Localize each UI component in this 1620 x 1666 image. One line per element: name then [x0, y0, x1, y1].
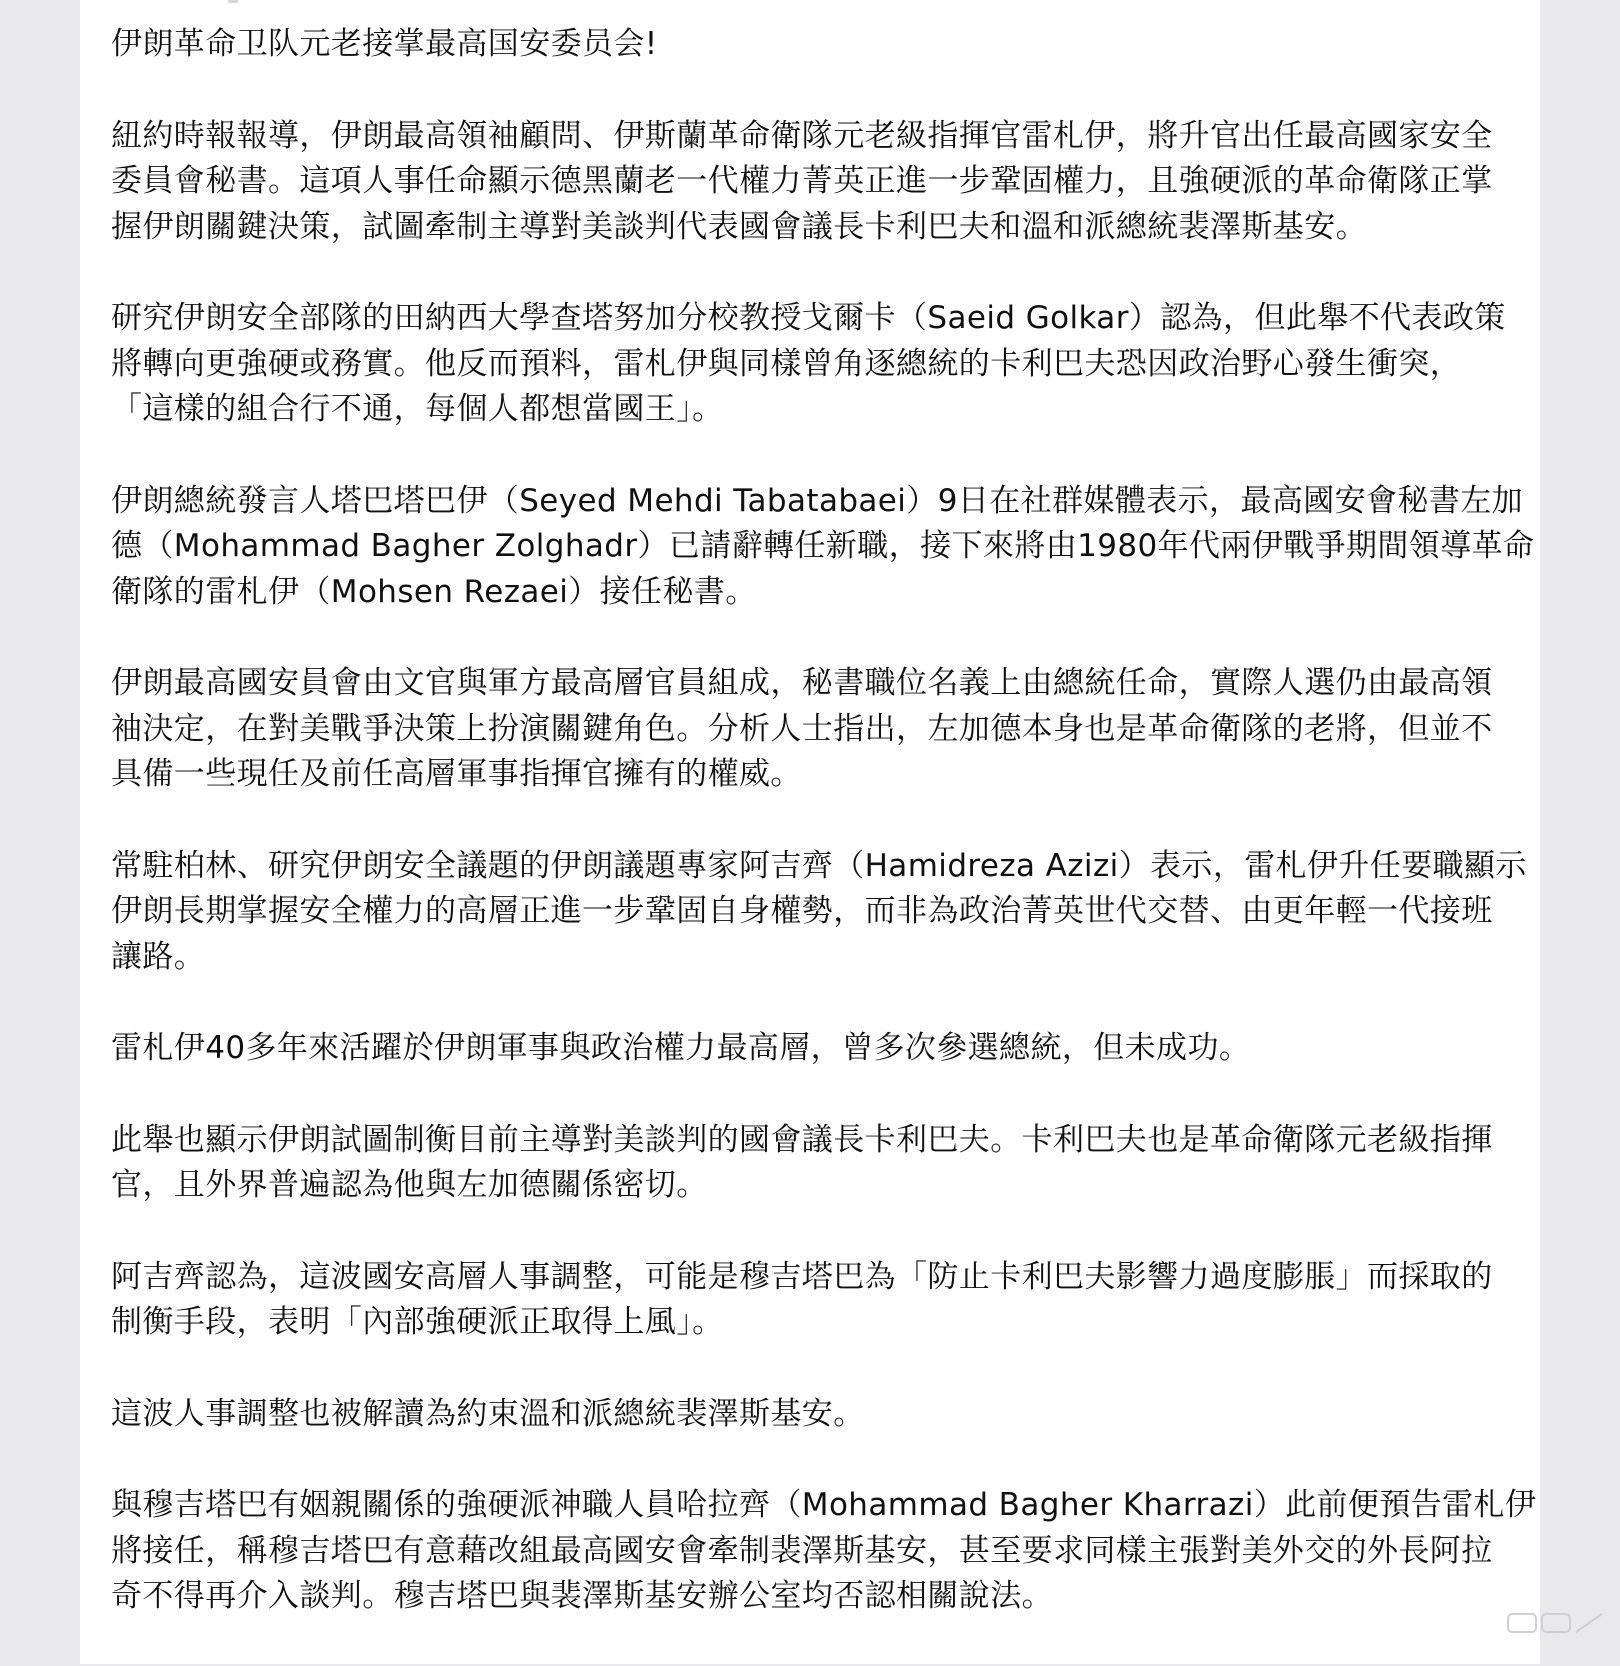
paragraph-line: 握伊朗關鍵決策，試圖牽制主導對美談判代表國會議長卡利巴夫和溫和派總統裴澤斯基安。 [111, 205, 1591, 251]
paragraph-line: 與穆吉塔巴有姻親關係的強硬派神職人員哈拉齊（Mohammad Bagher Kharrazi）此前便預告雷札伊 [111, 1483, 1591, 1529]
paragraph-line: 奇不得再介入談判。穆吉塔巴與裴澤斯基安辦公室均否認相關說法。 [111, 1574, 1591, 1620]
paragraph-1 [111, 114, 1591, 251]
paragraph-10 [111, 1483, 1591, 1620]
article-body [111, 22, 1591, 1666]
paragraph-line: 德（Mohammad Bagher Zolghadr）已請辭轉任新職，接下來將由1980年代兩伊戰爭期間領導革命 [111, 524, 1591, 570]
paragraph-line: 官，且外界普遍認為他與左加德關係密切。 [111, 1163, 1591, 1209]
document-page [80, 0, 1540, 1664]
paragraph-4 [111, 661, 1591, 798]
paragraph-line: 伊朗總統發言人塔巴塔巴伊（Seyed Mehdi Tabatabaei）9日在社群媒體表示，最高國安會秘書左加 [111, 479, 1591, 525]
paragraph-line: 委員會秘書。這項人事任命顯示德黑蘭老一代權力菁英正進一步鞏固權力，且強硬派的革命衛隊正掌 [111, 159, 1591, 205]
paragraph-line: 常駐柏林、研究伊朗安全議題的伊朗議題專家阿吉齊（Hamidreza Azizi）表示，雷札伊升任要職顯示 [111, 844, 1591, 890]
paragraph-line: 研究伊朗安全部隊的田納西大學查塔努加分校教授戈爾卡（Saeid Golkar）認為，但此舉不代表政策 [111, 296, 1591, 342]
article-title: 伊朗革命卫队元老接掌最高国安委员会! [111, 22, 1591, 68]
paragraph-line: 雷札伊40多年來活躍於伊朗軍事與政治權力最高層，曾多次參選總統，但未成功。 [111, 1026, 1591, 1072]
paragraph-line: 讓路。 [111, 935, 1591, 981]
paragraph-line: 此舉也顯示伊朗試圖制衡目前主導對美談判的國會議長卡利巴夫。卡利巴夫也是革命衛隊元老級指揮 [111, 1118, 1591, 1164]
paragraph-line: 將接任，稱穆吉塔巴有意藉改組最高國安會牽制裴澤斯基安，甚至要求同樣主張對美外交的外長阿拉 [111, 1529, 1591, 1575]
paragraph-line: 「這樣的組合行不通，每個人都想當國王」。 [111, 387, 1591, 433]
paragraph-9 [111, 1392, 1591, 1438]
paragraph-8 [111, 1255, 1591, 1346]
divider [228, 0, 238, 3]
paragraph-5 [111, 844, 1591, 981]
paragraph-3 [111, 479, 1591, 616]
paragraph-2 [111, 296, 1591, 433]
paragraph-6 [111, 1026, 1591, 1072]
paragraph-7 [111, 1118, 1591, 1209]
watermark-icon [1506, 1610, 1606, 1636]
paragraph-line: 伊朗長期掌握安全權力的高層正進一步鞏固自身權勢，而非為政治菁英世代交替、由更年輕一代接班 [111, 889, 1591, 935]
paragraph-line: 衛隊的雷札伊（Mohsen Rezaei）接任秘書。 [111, 570, 1591, 616]
paragraph-line: 阿吉齊認為，這波國安高層人事調整，可能是穆吉塔巴為「防止卡利巴夫影響力過度膨脹」而採取的 [111, 1255, 1591, 1301]
paragraph-line: 具備一些現任及前任高層軍事指揮官擁有的權威。 [111, 752, 1591, 798]
paragraph-line: 伊朗最高國安員會由文官與軍方最高層官員組成，秘書職位名義上由總統任命，實際人選仍由最高領 [111, 661, 1591, 707]
paragraph-line: 袖決定，在對美戰爭決策上扮演關鍵角色。分析人士指出，左加德本身也是革命衛隊的老將，但並不 [111, 707, 1591, 753]
paragraph-line: 這波人事調整也被解讀為約束溫和派總統裴澤斯基安。 [111, 1392, 1591, 1438]
paragraph-line: 將轉向更強硬或務實。他反而預料，雷札伊與同樣曾角逐總統的卡利巴夫恐因政治野心發生衝突， [111, 342, 1591, 388]
paragraph-line: 制衡手段，表明「內部強硬派正取得上風」。 [111, 1300, 1591, 1346]
paragraph-line: 紐約時報報導，伊朗最高領袖顧問、伊斯蘭革命衛隊元老級指揮官雷札伊，將升官出任最高國家安全 [111, 114, 1591, 160]
